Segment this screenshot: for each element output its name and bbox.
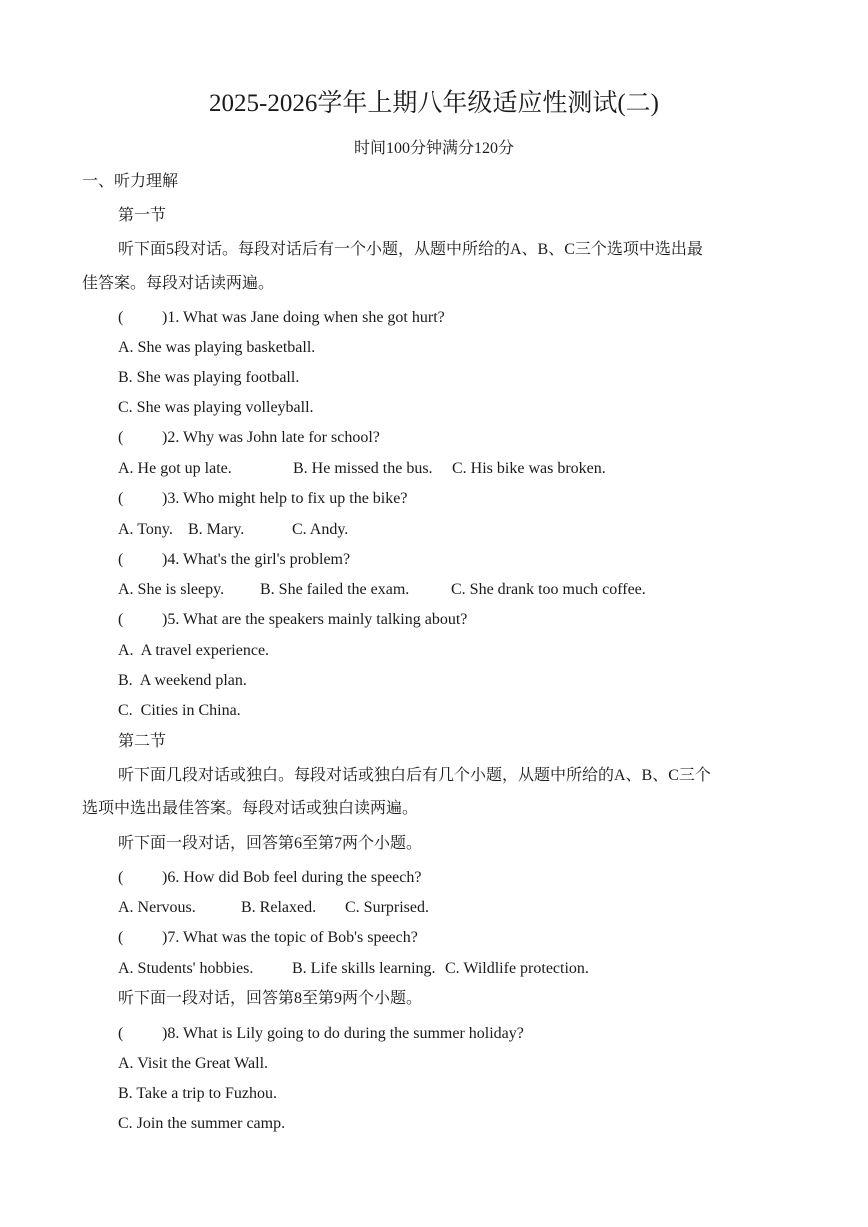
q4-option-a: A. She is sleepy. [118,581,225,598]
q1-option-c: C. She was playing volleyball. [118,399,314,416]
question-text: )5. What are the speakers mainly talking about? [162,611,468,628]
answer-blank: ( [118,611,124,628]
answer-blank: ( [118,551,124,568]
answer-blank: ( [118,869,124,886]
q5-option-a: A. A travel experience. [118,642,270,659]
q3-option-a: A. Tony. [118,521,173,538]
part2-instruction-line1: 听下面几段对话或独白。每段对话或独白后有几个小题，从题中所给的A、B、C三个 [118,767,711,784]
q8-option-c: C. Join the summer camp. [118,1115,286,1132]
question-text: )4. What's the girl's problem? [162,551,351,568]
answer-blank: ( [118,1025,124,1042]
question-7 [118,926,418,950]
question-text: )3. Who might help to fix up the bike? [162,490,408,507]
q6-option-c: C. Surprised. [345,899,429,916]
q3-option-b: B. Mary. [188,521,245,538]
part1-heading: 第一节 [118,207,167,224]
q1-option-a: A. She was playing basketball. [118,339,316,356]
q5-option-c: C. Cities in China. [118,702,241,719]
answer-blank: ( [118,309,124,326]
q8-option-b: B. Take a trip to Fuzhou. [118,1085,278,1102]
q7-option-a: A. Students' hobbies. [118,960,254,977]
part2-heading: 第二节 [118,733,167,750]
q4-option-c: C. She drank too much coffee. [451,581,646,598]
q7-option-b: B. Life skills learning. [292,960,436,977]
group2-intro: 听下面一段对话，回答第8至第9两个小题。 [118,990,423,1007]
answer-blank: ( [118,429,124,446]
answer-blank: ( [118,490,124,507]
question-6 [118,866,421,890]
question-3 [118,487,407,511]
group1-intro: 听下面一段对话，回答第6至第7两个小题。 [118,835,423,852]
part1-instruction-line2: 佳答案。每段对话读两遍。 [82,275,275,292]
q4-option-b: B. She failed the exam. [260,581,410,598]
q6-option-b: B. Relaxed. [241,899,317,916]
part1-instruction-line1: 听下面5段对话。每段对话后有一个小题，从题中所给的A、B、C三个选项中选出最 [118,241,703,258]
q3-option-c: C. Andy. [292,521,349,538]
question-text: )1. What was Jane doing when she got hurt? [162,309,445,326]
q1-option-b: B. She was playing football. [118,369,300,386]
q2-option-b: B. He missed the bus. [293,460,433,477]
q2-option-c: C. His bike was broken. [452,460,606,477]
question-text: )6. How did Bob feel during the speech? [162,869,422,886]
q6-option-a: A. Nervous. [118,899,196,916]
q8-option-a: A. Visit the Great Wall. [118,1055,269,1072]
q2-option-a: A. He got up late. [118,460,232,477]
question-4 [118,548,350,572]
answer-blank: ( [118,929,124,946]
question-8 [118,1022,524,1046]
page-title: 2025-2026学年上期八年级适应性测试(二) [209,90,659,117]
section-heading-listening: 一、听力理解 [82,173,179,190]
part2-instruction-line2: 选项中选出最佳答案。每段对话或独白读两遍。 [82,800,419,817]
question-text: )7. What was the topic of Bob's speech? [162,929,418,946]
question-text: )8. What is Lily going to do during the summer holiday? [162,1025,524,1042]
exam-time-and-score: 时间100分钟满分120分 [353,140,514,157]
q5-option-b: B. A weekend plan. [118,672,247,689]
question-text: )2. Why was John late for school? [162,429,380,446]
question-2 [118,426,380,450]
question-5 [118,608,467,632]
q7-option-c: C. Wildlife protection. [445,960,589,977]
question-1 [118,306,445,330]
